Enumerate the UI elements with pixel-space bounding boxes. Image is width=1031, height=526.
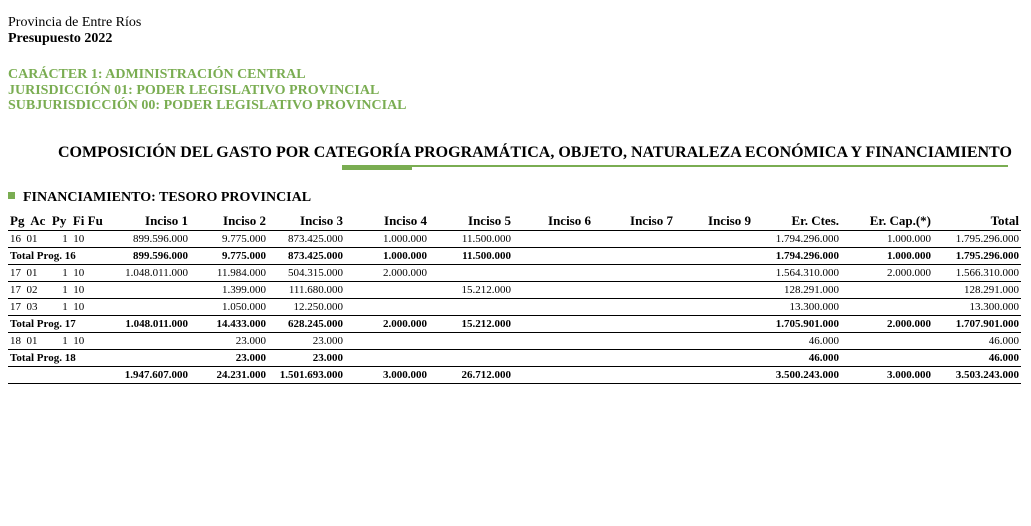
- budget-year: Presupuesto 2022: [8, 31, 113, 46]
- cell-inciso3: 873.425.000: [268, 248, 345, 265]
- cell-inciso3: 23.000: [268, 333, 345, 350]
- cell-inciso5: 11.500.000: [429, 231, 513, 248]
- cell-inciso3: 12.250.000: [268, 299, 345, 316]
- table-header-row: [8, 212, 1021, 231]
- col-header-er-cap: Er. Cap.(*): [841, 212, 933, 231]
- cell-inciso5: 26.712.000: [429, 367, 513, 384]
- budget-table: [8, 212, 1021, 384]
- cell-total: 3.503.243.000: [933, 367, 1021, 384]
- cell-inciso7: [593, 333, 675, 350]
- col-header-inciso4: Inciso 4: [345, 212, 429, 231]
- table-row: [8, 299, 1021, 316]
- cell-inciso1: 899.596.000: [118, 248, 190, 265]
- cell-inciso6: [513, 299, 593, 316]
- cell-er-cap: [841, 350, 933, 367]
- jurisdiccion-label: JURISDICCIÓN 01: PODER LEGISLATIVO PROVINCIAL: [8, 83, 380, 98]
- cell-total: 1.566.310.000: [933, 265, 1021, 282]
- cell-inciso1: [118, 299, 190, 316]
- cell-inciso3: 23.000: [268, 350, 345, 367]
- col-header-inciso3: Inciso 3: [268, 212, 345, 231]
- cell-inciso3: 628.245.000: [268, 316, 345, 333]
- title-underline-accent: [342, 166, 412, 170]
- cell-inciso2: 14.433.000: [190, 316, 268, 333]
- cell-inciso6: [513, 367, 593, 384]
- cell-inciso2: 23.000: [190, 350, 268, 367]
- cell-inciso4: [345, 333, 429, 350]
- cell-inciso5: 15.212.000: [429, 282, 513, 299]
- cell-inciso7: [593, 231, 675, 248]
- cell-inciso1: 899.596.000: [118, 231, 190, 248]
- title-underline: [342, 165, 1008, 167]
- cell-inciso9: [675, 231, 753, 248]
- cell-total: 1.795.296.000: [933, 231, 1021, 248]
- cell-er-cap: 1.000.000: [841, 231, 933, 248]
- cell-total: 1.707.901.000: [933, 316, 1021, 333]
- cell-inciso7: [593, 282, 675, 299]
- cell-inciso2: 24.231.000: [190, 367, 268, 384]
- cell-inciso7: [593, 350, 675, 367]
- col-header-total: Total: [933, 212, 1021, 231]
- col-header-er-ctes: Er. Ctes.: [753, 212, 841, 231]
- province-name: Provincia de Entre Ríos: [8, 15, 142, 30]
- caracter-label: CARÁCTER 1: ADMINISTRACIÓN CENTRAL: [8, 67, 306, 82]
- cell-er-ctes: 1.564.310.000: [753, 265, 841, 282]
- cell-inciso9: [675, 265, 753, 282]
- col-header-inciso6: Inciso 6: [513, 212, 593, 231]
- cell-inciso7: [593, 265, 675, 282]
- cell-inciso3: 873.425.000: [268, 231, 345, 248]
- cell-inciso1: 1.048.011.000: [118, 265, 190, 282]
- cell-inciso3: 504.315.000: [268, 265, 345, 282]
- table-row: [8, 333, 1021, 350]
- cell-inciso3: 1.501.693.000: [268, 367, 345, 384]
- bullet-square-icon: [8, 192, 15, 199]
- cell-inciso9: [675, 316, 753, 333]
- cell-inciso6: [513, 350, 593, 367]
- cell-inciso4: [345, 282, 429, 299]
- row-key: 17 01 1 10: [8, 265, 118, 282]
- cell-er-ctes: 1.794.296.000: [753, 231, 841, 248]
- table-row: [8, 231, 1021, 248]
- cell-inciso9: [675, 333, 753, 350]
- cell-inciso4: [345, 350, 429, 367]
- cell-inciso1: [118, 350, 190, 367]
- cell-inciso5: 15.212.000: [429, 316, 513, 333]
- col-header-inciso9: Inciso 9: [675, 212, 753, 231]
- cell-inciso1: [118, 333, 190, 350]
- cell-inciso4: 2.000.000: [345, 316, 429, 333]
- cell-inciso9: [675, 282, 753, 299]
- cell-inciso5: [429, 350, 513, 367]
- cell-er-cap: 3.000.000: [841, 367, 933, 384]
- cell-total: 46.000: [933, 333, 1021, 350]
- cell-er-cap: 2.000.000: [841, 316, 933, 333]
- cell-er-ctes: 3.500.243.000: [753, 367, 841, 384]
- cell-er-ctes: 46.000: [753, 333, 841, 350]
- cell-er-ctes: 1.794.296.000: [753, 248, 841, 265]
- cell-inciso1: 1.048.011.000: [118, 316, 190, 333]
- financing-heading: [8, 190, 311, 206]
- total-row: [8, 248, 1021, 265]
- row-key: Total Prog. 18: [8, 350, 118, 367]
- cell-inciso5: 11.500.000: [429, 248, 513, 265]
- cell-er-ctes: 128.291.000: [753, 282, 841, 299]
- cell-inciso2: 1.399.000: [190, 282, 268, 299]
- cell-inciso2: 9.775.000: [190, 248, 268, 265]
- total-row: [8, 350, 1021, 367]
- cell-er-cap: [841, 299, 933, 316]
- row-key: 17 03 1 10: [8, 299, 118, 316]
- cell-inciso4: 1.000.000: [345, 231, 429, 248]
- cell-inciso6: [513, 231, 593, 248]
- cell-inciso7: [593, 316, 675, 333]
- row-key: Total Prog. 17: [8, 316, 118, 333]
- cell-total: 13.300.000: [933, 299, 1021, 316]
- cell-inciso2: 1.050.000: [190, 299, 268, 316]
- subjurisdiccion-label: SUBJURISDICCIÓN 00: PODER LEGISLATIVO PROVINCIAL: [8, 98, 407, 113]
- cell-inciso5: [429, 265, 513, 282]
- grand-total-row: [8, 367, 1021, 384]
- cell-inciso4: 2.000.000: [345, 265, 429, 282]
- col-header-inciso5: Inciso 5: [429, 212, 513, 231]
- cell-inciso5: [429, 299, 513, 316]
- cell-inciso4: [345, 299, 429, 316]
- cell-inciso4: 1.000.000: [345, 248, 429, 265]
- col-header-key: Pg Ac Py Fi Fu: [8, 212, 118, 231]
- cell-inciso2: 9.775.000: [190, 231, 268, 248]
- cell-inciso4: 3.000.000: [345, 367, 429, 384]
- col-header-inciso7: Inciso 7: [593, 212, 675, 231]
- cell-inciso6: [513, 282, 593, 299]
- row-key: [8, 367, 118, 384]
- cell-inciso6: [513, 316, 593, 333]
- cell-er-cap: 2.000.000: [841, 265, 933, 282]
- col-header-inciso2: Inciso 2: [190, 212, 268, 231]
- cell-inciso2: 23.000: [190, 333, 268, 350]
- row-key: Total Prog. 16: [8, 248, 118, 265]
- row-key: 17 02 1 10: [8, 282, 118, 299]
- cell-inciso7: [593, 367, 675, 384]
- cell-inciso9: [675, 248, 753, 265]
- cell-total: 1.795.296.000: [933, 248, 1021, 265]
- row-key: 16 01 1 10: [8, 231, 118, 248]
- cell-inciso9: [675, 299, 753, 316]
- cell-total: 128.291.000: [933, 282, 1021, 299]
- financing-label: FINANCIAMIENTO: TESORO PROVINCIAL: [23, 190, 312, 205]
- cell-inciso2: 11.984.000: [190, 265, 268, 282]
- cell-er-ctes: 13.300.000: [753, 299, 841, 316]
- cell-inciso7: [593, 248, 675, 265]
- cell-er-ctes: 1.705.901.000: [753, 316, 841, 333]
- cell-inciso3: 111.680.000: [268, 282, 345, 299]
- cell-inciso1: 1.947.607.000: [118, 367, 190, 384]
- cell-er-ctes: 46.000: [753, 350, 841, 367]
- row-key: 18 01 1 10: [8, 333, 118, 350]
- report-title: COMPOSICIÓN DEL GASTO POR CATEGORÍA PROGRAMÁTICA, OBJETO, NATURALEZA ECONÓMICA Y FINANCIAMIENTO: [58, 144, 1012, 161]
- cell-er-cap: [841, 282, 933, 299]
- table-row: [8, 265, 1021, 282]
- cell-inciso6: [513, 248, 593, 265]
- cell-inciso6: [513, 265, 593, 282]
- cell-inciso9: [675, 350, 753, 367]
- cell-er-cap: [841, 333, 933, 350]
- col-header-inciso1: Inciso 1: [118, 212, 190, 231]
- cell-inciso6: [513, 333, 593, 350]
- table-row: [8, 282, 1021, 299]
- cell-inciso7: [593, 299, 675, 316]
- cell-inciso5: [429, 333, 513, 350]
- cell-inciso9: [675, 367, 753, 384]
- cell-er-cap: 1.000.000: [841, 248, 933, 265]
- cell-total: 46.000: [933, 350, 1021, 367]
- total-row: [8, 316, 1021, 333]
- cell-inciso1: [118, 282, 190, 299]
